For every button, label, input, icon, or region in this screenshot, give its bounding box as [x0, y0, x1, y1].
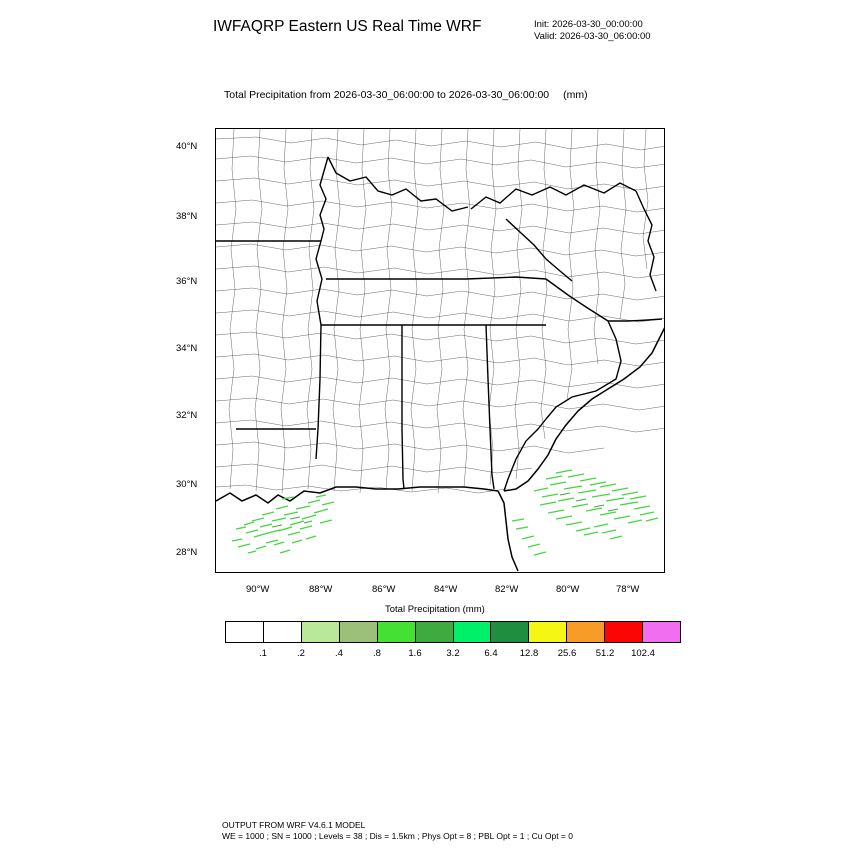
colorbar [225, 621, 681, 643]
colorbar-tick-label: 102.4 [631, 648, 655, 659]
init-valid-block [534, 19, 651, 43]
xtick-label: 82°W [495, 584, 519, 595]
colorbar-swatch [643, 622, 680, 642]
ytick-label: 28°N [176, 547, 198, 558]
plot-title [224, 89, 588, 101]
colorbar-labels [225, 648, 681, 662]
colorbar-swatch [378, 622, 416, 642]
colorbar-swatch [567, 622, 605, 642]
header [0, 10, 850, 50]
colorbar-swatch [605, 622, 643, 642]
colorbar-tick-label: 51.2 [595, 648, 615, 659]
colorbar-tick-label: 6.4 [484, 648, 498, 659]
colorbar-swatch [302, 622, 340, 642]
colorbar-swatch [264, 622, 302, 642]
colorbar-tick-label: 1.6 [408, 648, 422, 659]
footer-line-config: WE = 1000 ; SN = 1000 ; Levels = 38 ; Dis = 1.5km ; Phys Opt = 8 ; PBL Opt = 1 ; Cu Opt = 0 [222, 831, 573, 841]
colorbar-tick-label: .1 [259, 648, 267, 659]
valid-time: Valid: 2026-03-30_06:00:00 [534, 31, 651, 42]
colorbar-swatch [454, 622, 492, 642]
xtick-label: 90°W [246, 584, 270, 595]
footer-line-model: OUTPUT FROM WRF V4.6.1 MODEL [222, 820, 366, 830]
colorbar-swatch [529, 622, 567, 642]
colorbar-tick-label: 25.6 [557, 648, 577, 659]
colorbar-swatch [340, 622, 378, 642]
colorbar-title: Total Precipitation (mm) [385, 604, 485, 615]
colorbar-tick-label: .8 [373, 648, 381, 659]
ytick-label: 36°N [176, 276, 198, 287]
page-title: IWFAQRP Eastern US Real Time WRF [213, 18, 482, 35]
plot-title-text: Total Precipitation from 2026-03-30_06:00:00 to 2026-03-30_06:00:00 [224, 89, 550, 101]
footer [222, 820, 573, 842]
ytick-label: 30°N [176, 479, 198, 490]
colorbar-tick-label: .2 [297, 648, 305, 659]
colorbar-swatch [226, 622, 264, 642]
colorbar-swatch [491, 622, 529, 642]
xtick-label: 84°W [434, 584, 458, 595]
ytick-label: 38°N [176, 211, 198, 222]
xtick-label: 86°W [372, 584, 396, 595]
colorbar-tick-label: 3.2 [446, 648, 460, 659]
colorbar-tick-label: .4 [335, 648, 343, 659]
xtick-label: 88°W [309, 584, 333, 595]
xtick-label: 80°W [556, 584, 580, 595]
init-time: Init: 2026-03-30_00:00:00 [534, 19, 643, 30]
colorbar-tick-label: 12.8 [519, 648, 539, 659]
map-panel[interactable] [215, 128, 665, 573]
ytick-label: 32°N [176, 410, 198, 421]
map-graphic [216, 129, 665, 573]
plot-title-units: (mm) [563, 89, 588, 101]
ytick-label: 34°N [176, 343, 198, 354]
colorbar-swatch [416, 622, 454, 642]
ytick-label: 40°N [176, 141, 198, 152]
xtick-label: 78°W [616, 584, 640, 595]
